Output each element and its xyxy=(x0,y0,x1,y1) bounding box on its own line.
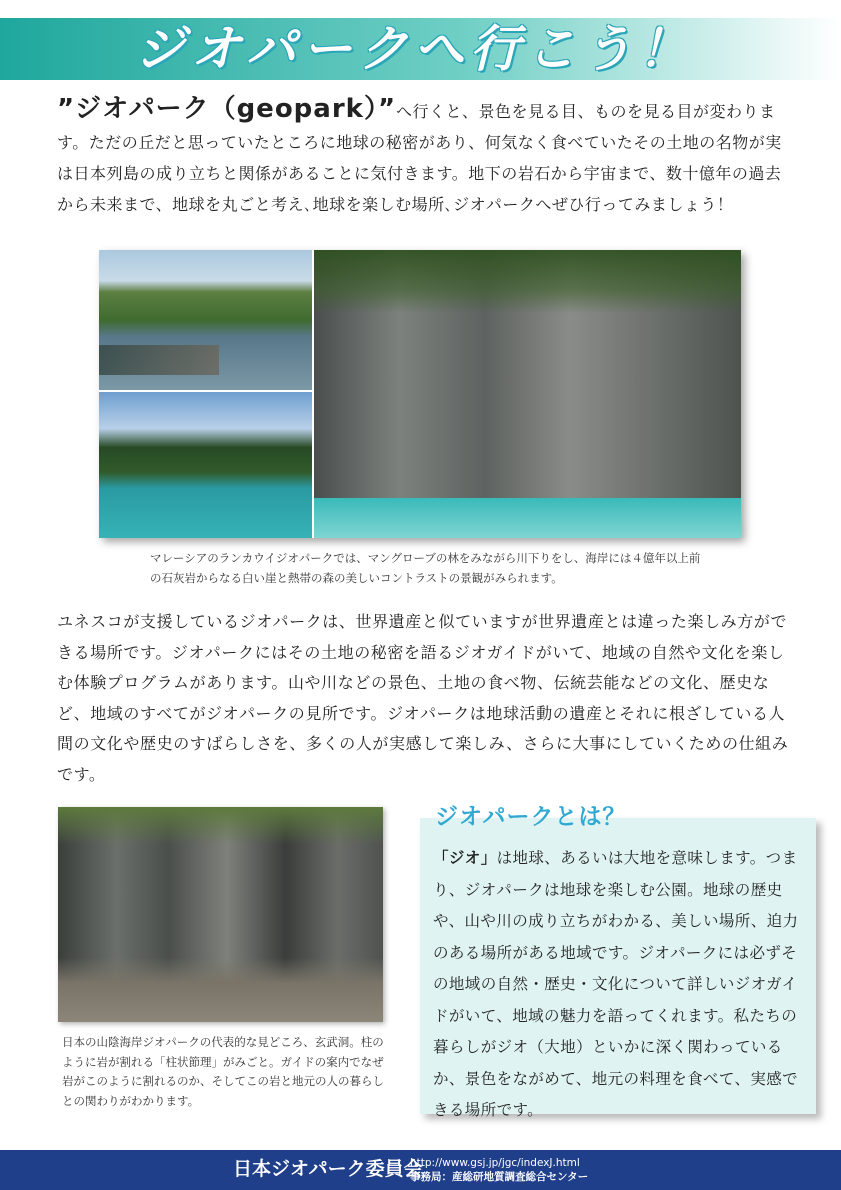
intro-paragraph xyxy=(57,94,797,220)
river-mangrove-photo xyxy=(99,250,312,390)
page-title: ジオパークへ行こう！ xyxy=(135,20,694,78)
genbudo-cave-photo xyxy=(58,807,383,1022)
info-box-body: は地球、あるいは大地を意味します。つまり、ジオパークは地球を楽しむ公園。地球の歴史や、山や川の成り立ちがわかる、美しい場所、迫力のある場所がある地域です。ジオパークには必ずその地域の自然・歴史・文化について詳しいジオガイドがいて、地域の魅力を語ってくれます。私たちの暮らしがジオ（大地）といかに深く関わっているか、景色をながめて、地元の料理を食べて、実感できる場所です。 xyxy=(433,849,799,1119)
footer-office: 事務局：産総研地質調査総合センター xyxy=(410,1171,589,1183)
footer xyxy=(0,1150,841,1190)
footer-organization: 日本ジオパーク委員会 xyxy=(233,1158,423,1180)
footer-url-link[interactable]: http://www.gsj.jp/jgc/indexJ.html xyxy=(410,1157,580,1169)
info-box-title: ジオパークとは？ xyxy=(435,804,627,830)
lake-karst-photo xyxy=(99,392,312,538)
info-box-emphasis: 「ジオ」 xyxy=(433,849,497,867)
langkawi-photo-collage xyxy=(99,250,741,538)
body-paragraph: ユネスコが支援しているジオパークは、世界遺産と似ていますが世界遺産とは違った楽しみ方ができる場所です。ジオパークにはその土地の秘密を語るジオガイドがいて、地域の自然や文化を楽しむ体験プログラムがあります。山や川などの景色、土地の食べ物、伝統芸能などの文化、歴史など、地域のすべてがジオパークの見所です。ジオパークは地球活動の遺産とそれに根ざしている人間の文化や歴史のすばらしさを、多くの人が実感して楽しみ、さらに大事にしていくための仕組みです。 xyxy=(57,612,789,784)
intro-text: へ行くと、景色を見る目、ものを見る目が変わります。ただの丘だと思っていたところに地球の秘密があり、何気なく食べていたその土地の名物が実は日本列島の成り立ちと関係があることに気付きます。地下の岩石から宇宙まで、数十億年の過去から未来まで、地球を丸ごと考え､地球を楽しむ場所､ジオパークへぜひ行ってみましょう！ xyxy=(57,102,782,214)
langkawi-caption: マレーシアのランカウイジオパークでは、マングローブの林をみながら川下りをし、海岸には４億年以上前の石灰岩からなる白い崖と熱帯の森の美しいコントラストの景観がみられます。 xyxy=(150,551,701,585)
limestone-cliff-photo xyxy=(314,250,741,538)
info-box-text xyxy=(433,843,805,1127)
intro-lead: ”ジオパーク（geopark）” xyxy=(57,94,397,124)
genbudo-caption: 日本の山陰海岸ジオパークの代表的な見どころ、玄武洞。柱のように岩が割れる「柱状節理」がみごと。ガイドの案内でなぜ岩がこのように割れるのか、そしてこの岩と地元の人の暮らしとの関わりがわかります。 xyxy=(62,1035,384,1108)
